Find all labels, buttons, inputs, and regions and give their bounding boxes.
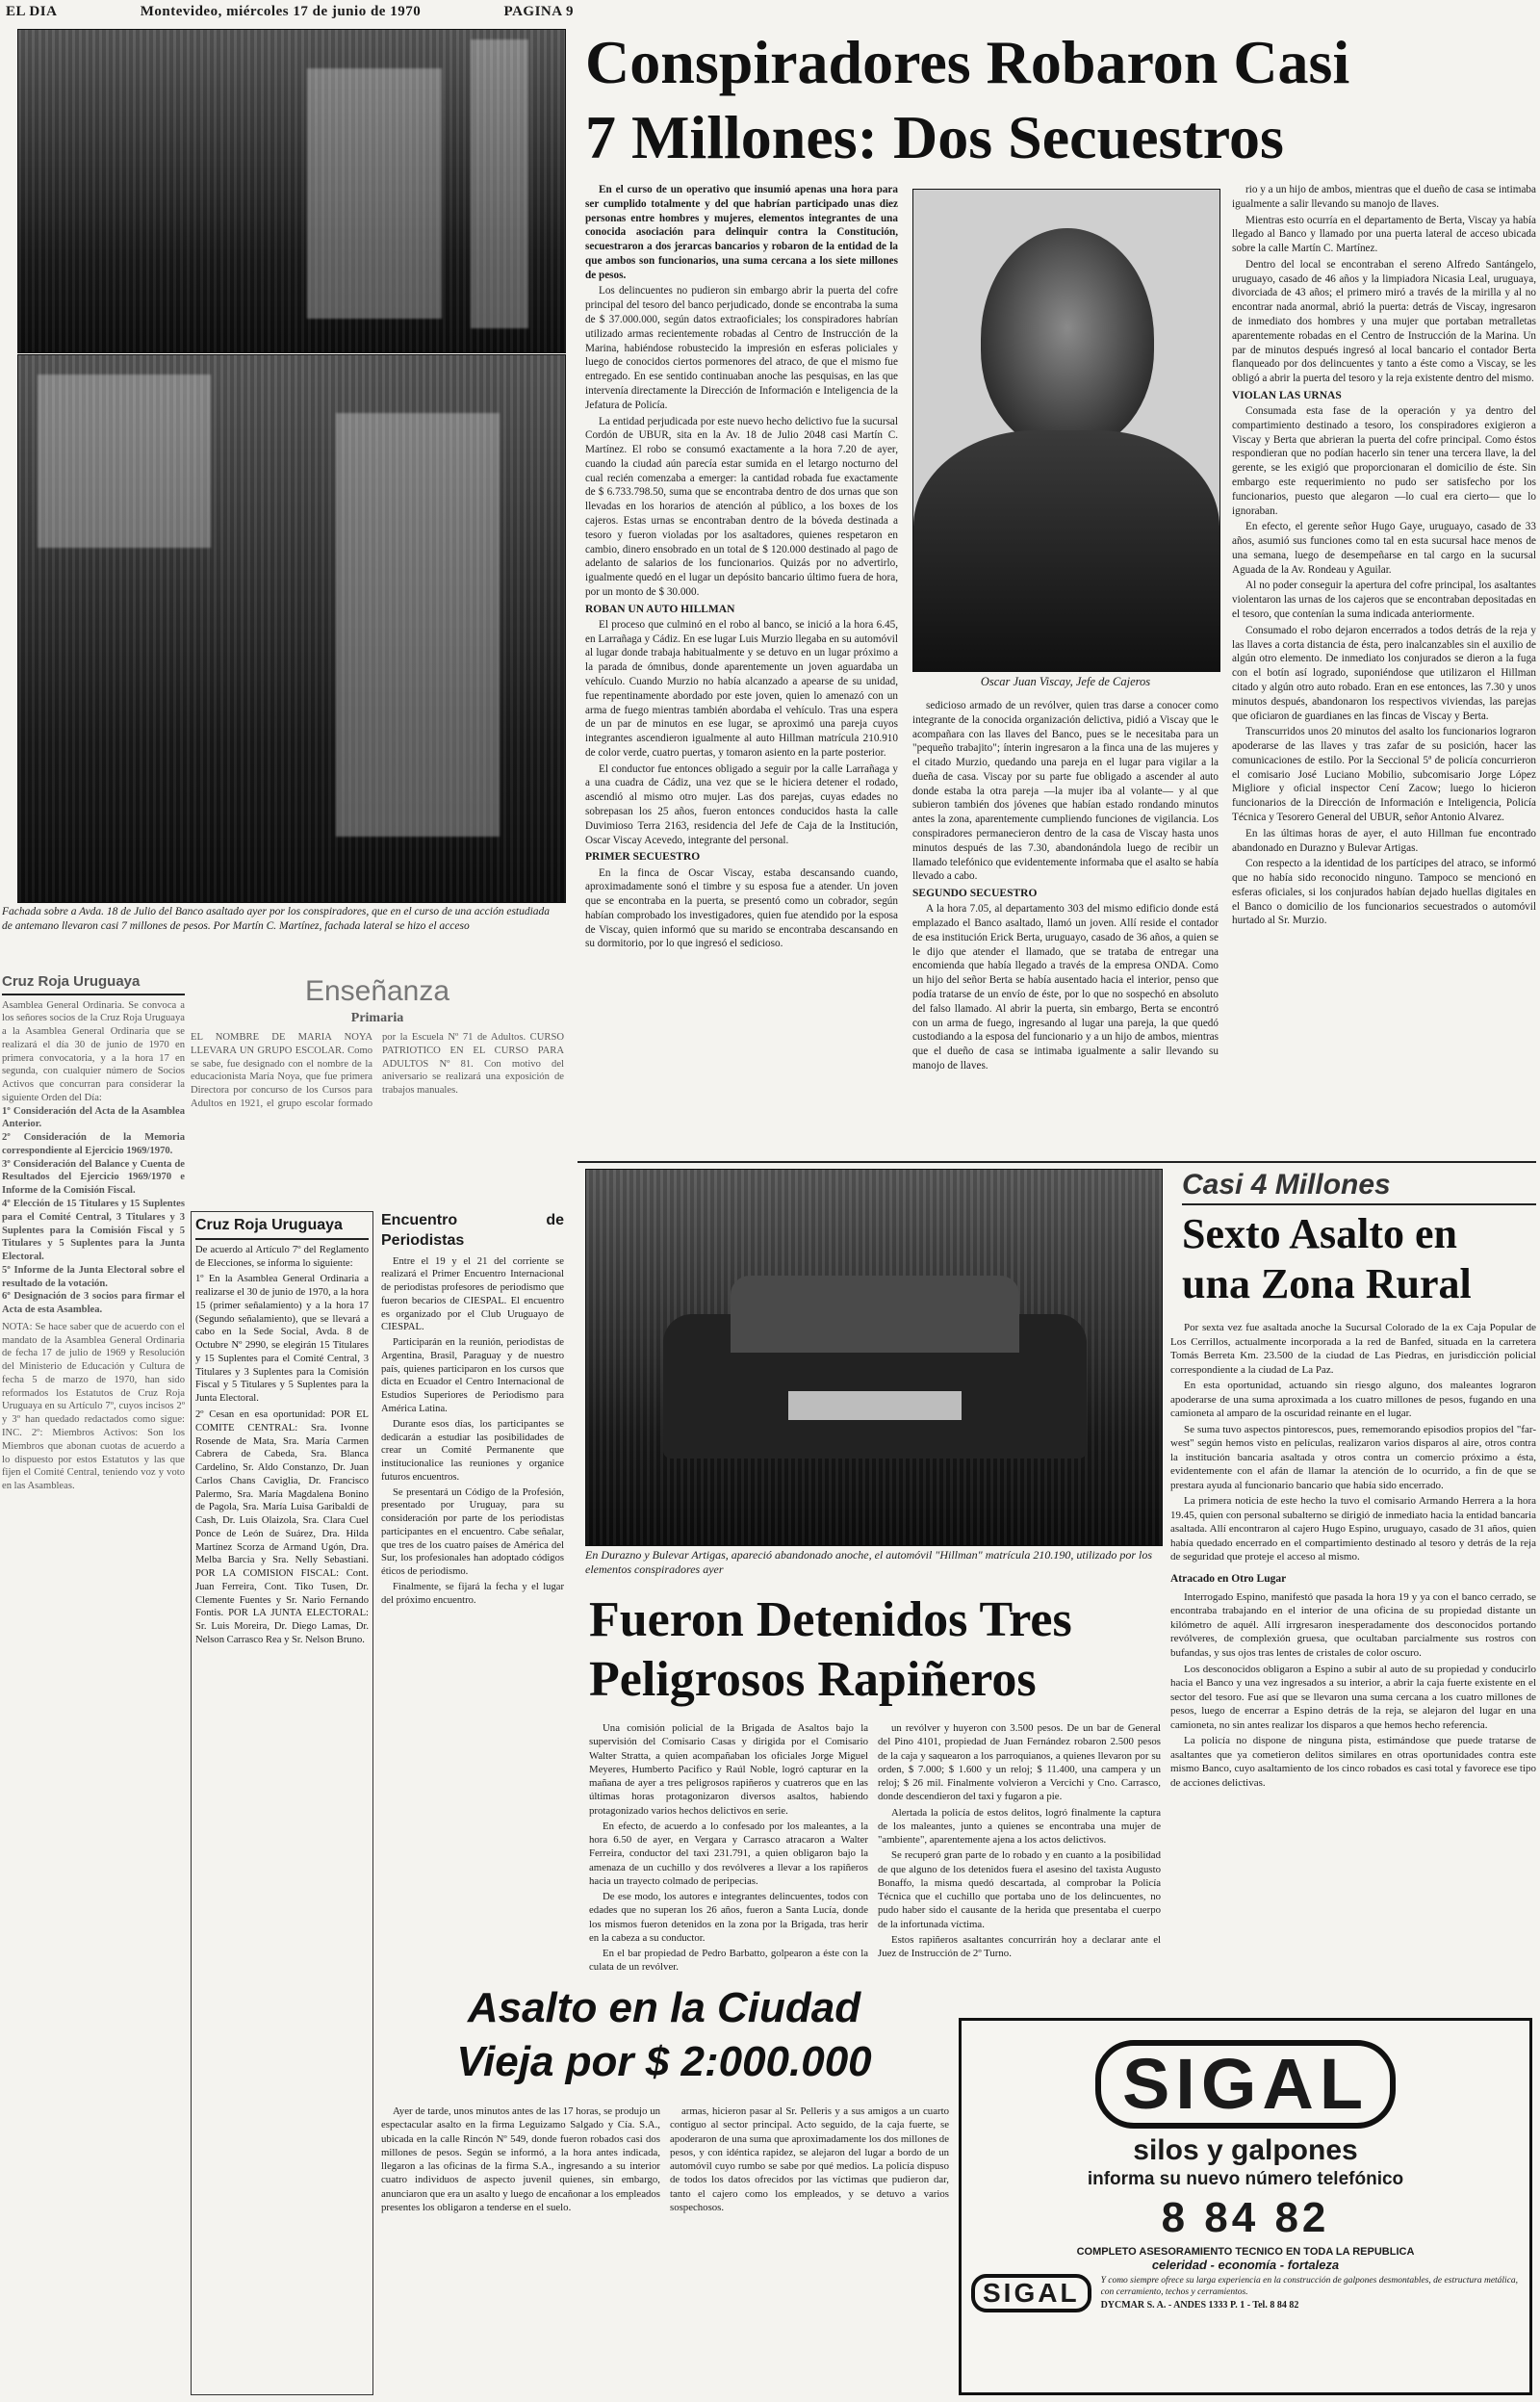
story-paragraph: En la finca de Oscar Viscay, estaba descansando cuando, aproximadamente sonó el timbre y su esposa fue a atender. Un joven que se encontraba en la puerta, se presentó como un cobrador, según habían comprobado los investigadores, quien fue atendido por la esposa de Viscay, quien informó que su marido se encontraba descansando en su dormitorio, por lo que ingresó el sedicioso. — [585, 866, 898, 950]
hillman-caption: En Durazno y Bulevar Artigas, apareció abandonado anoche, el automóvil "Hillman" matrícula 210.190, utilizado por los elementos conspiradores ayer — [585, 1548, 1153, 1577]
sexto-paragraph: La policía no dispone de ninguna pista, estimándose que puede tratarse de asaltantes que ya cometieron delitos similares en otras oportunidades contra este mismo Banco, cuyo asaltamiento de los cinco robados es casi total y favorece ese tipo de acciones delictivas. — [1170, 1735, 1536, 1789]
cruz-roja-top-text: Asamblea General Ordinaria. Se convoca a los señores socios de la Cruz Roja Uruguaya a la Asamblea General Ordinaria que se realizará el día 30 de junio de 1970 en primera convocatoria, y a la hora 17 en segunda, con cualquier número de Socios Activos que concurran para considerar la siguiente Orden del Día: — [2, 999, 185, 1103]
sigal-logo: SIGAL — [1095, 2040, 1396, 2129]
ciudad-vieja-col1: Ayer de tarde, unos minutos antes de las 17 horas, se produjo un espectacular asalto en la firma Leguizamo Salgado y Cía. S.A., ubicada en la calle Rincón Nº 549, donde fueron robados casi dos millones de pesos. Según se informó, a la hora antes indicada, llegaron a las oficinas de la firma S.A., ingresando a su interior cuatro individuos de aspecto juvenil quienes, sin embargo, anunciaron que era un asalto y luego de encañonar a los empleados presentes los obligaron a tenderse en el suelo. — [381, 2105, 660, 2213]
main-headline-line2: 7 Millones: Dos Secuestros — [585, 103, 1284, 171]
sigal-phone: 8 84 82 — [1161, 2194, 1330, 2241]
page-number: PAGINA 9 — [503, 4, 574, 19]
sexto-paragraph: Por sexta vez fue asaltada anoche la Sucursal Colorado de la ex Caja Popular de Los Cerrillos, actualmente incorporada a la red de Banfed, situada en la carretera Tomás Berreta Km. 23.500 de la ciudad de Las Piedras, en jurisdicción policial correspondiente a la ciudad de La Paz. — [1170, 1322, 1536, 1376]
rapineros-paragraph: Una comisión policial de la Brigada de Asaltos bajo la supervisión del Comisario Casas y dirigida por el Comisario Walter Stratta, a quien acompañaban los oficiales Jorge Miguel Meyeres, Humberto Pacifico y Raúl Noble, logró capturar en la mañana de ayer a tres peligrosos rapiñeros y cuatreros que en las últimas horas protagonizaron diversos asaltos, habiendo protagonizado varios hechos delictivos en serie. — [589, 1722, 868, 1817]
sigal-tag1: COMPLETO ASESORAMIENTO TECNICO EN TODA LA REPUBLICA — [1076, 2246, 1415, 2258]
sexto-paragraph: Los desconocidos obligaron a Espino a subir al auto de su propiedad y conducirlo hacia el Banco y una vez ingresados a su interior, a abrir la caja fuerte existente en el sector del tesoro. Fue así que se llevaron una suma cercana a los cuatro millones de pesos, luego de encerrar a Espino detrás de la reja, se alejaron del lugar en una camioneta, no sin antes realizar los disparos a que hemos hecho referencia. — [1170, 1663, 1536, 1731]
subhead-violan-urnas: VIOLAN LAS URNAS — [1232, 389, 1342, 401]
section-divider — [578, 1161, 1536, 1163]
sigal-small-text: Y como siempre ofrece su larga experiencia en la construcción de galpones desmontables, de estructura metálica, con cerramiento, techos y cerramientos. — [1100, 2276, 1519, 2297]
encuentro-paragraph: Se presentará un Código de la Profesión, presentado por Uruguay, para su consideración por parte de los periodistas participantes en el encuentro. Cabe señalar, que tres de los cuatro países de América del Sur, los profesionales han adoptado códigos éticos de periodismo. — [381, 1486, 564, 1578]
story-paragraph: A la hora 7.05, al departamento 303 del mismo edificio donde está emplazado el Banco asaltado, llamó un joven. Allí reside el contador de esa institución Erick Berta, uruguayo, casado de 36 años, a quien se le dijo que atender el llamado, que se trataba de entregar una encomienda que había llegado a través de la empresa ONDA. Como un hijo del señor Berta se había ausentado hacia el interior, penso que podía tratarse de un envío de éste, por lo que no sospechó en absoluto del falso llamado. Al abrir la puerta, sin embargo, Berta se encontró con un arma de fuego, ingresando al lugar una pareja, la que quedó custodiando a la esposa del funcionario y a un hijo de ambos, mientras que el dueño de casa se intimaba igualmente a salir llevando su manojo de llaves. — [912, 903, 1219, 1072]
encuentro-paragraph: Participarán en la reunión, periodistas de Argentina, Brasil, Paraguay y de nuestro país, quienes participaron en los cursos que dicta en Ecuador el Centro Internacional de Estudios Superiores de Periodismo para América Latina. — [381, 1337, 564, 1415]
sigal-line1: silos y galpones — [1133, 2134, 1358, 2166]
rapineros-col2 — [878, 1721, 1161, 1976]
rapineros-headline-line2: Peligrosos Rapiñeros — [589, 1652, 1037, 1707]
cruz-roja-box-item: 1º En la Asamblea General Ordinaria a realizarse el 30 de junio de 1970, a la hora 15 (primer señalamiento) y a la hora 17 (Segundo señalamiento), que se llevará a cabo en la Sede Social, Avda. 8 de Octubre Nº 2990, se elegirán 15 Titulares y 15 Suplentes para el Comité Central, 3 Titulares y 3 Suplentes para la Comisión Fiscal y 5 Titulares y 5 Suplentes para la Junta Electoral. — [195, 1274, 369, 1405]
dateline: Montevideo, miércoles 17 de junio de 1970 — [140, 4, 422, 19]
rapineros-paragraph: un revólver y huyeron con 3.500 pesos. De un bar de General del Pino 4101, propiedad de Juan Fernández robaron 2.500 pesos de la caja y saquearon a los parroquianos, a quienes llevaron por su orden, $ 7.000; $ 1.600 y un reloj; $ 11.400, una campera y un reloj; $ 26 mil. Finalmente volvieron a Vercichi y Cno. Carrasco, donde descendieron del taxi y fugaron a pie. — [878, 1722, 1161, 1803]
rapineros-paragraph: En el bar propiedad de Pedro Barbatto, golpearon a éste con la culata de un revólver. — [589, 1948, 868, 1974]
cruz-roja-box-item: 2º Cesan en esa oportunidad: POR EL COMITE CENTRAL: Sra. Ivonne Rosende de Mata, Sra. María Carmen Cabrera de Cabeda, Sra. Blanca Cardelino, Sr. Aldo Constanzo, Dr. Juan Carlos Chans Caviglia, Dr. Francisco Palermo, Sra. María Magdalena Bonino de Pagola, Sra. María Luisa Garibaldi de Cash, Dr. Luis Olaizola, Sra. Clara Cuel Ponce de León de Suárez, Dra. Hilda Martínez Scorza de Armand Ugón, Dra. Melba Barcia y Sra. Nelly Sebastiani. POR LA COMISION FISCAL: Cont. Juan Ferreira, Cont. Tiko Tusen, Dr. Clemente Fuentes y Sr. Nario Fernando Fontis. POR LA JUNTA ELECTORAL: Sr. Luis Moreira, Dr. Diego Lamas, Dr. Nelson Carrasco Rea y Sr. Nelson Bruno. — [195, 1408, 369, 1645]
sigal-footer — [962, 2272, 1529, 2314]
ensenanza-subheader: Primaria — [350, 1011, 404, 1025]
sigal-advertisement — [959, 2018, 1532, 2395]
rapineros-col1 — [589, 1721, 868, 1976]
encuentro-paragraph: Durante esos días, los participantes se dedicarán a estudiar las posibilidades de crear un Comité Permanente que institucionalice las reuniones y organice futuros encuentros. — [381, 1418, 564, 1483]
story-paragraph: Consumado el robo dejaron encerrados a todos detrás de la reja y las llaves a corta distancia de ésta, pero inalcanzables sin el auxilio de algún otro elemento. De inmediato los conjurados se dieron a la fuga con el botín así logrado, suponiéndose que utilizaron el Hillman citado y algún otro auto robado. Eran en ese entonces, las 7.30 y unos minutos después, abandonaron los respectivos viviendas, las parejas que oficiaron de guardianes en las fincas de Viscay y Berta. — [1232, 624, 1536, 722]
ciudad-vieja-line1: Asalto en la Ciudad — [467, 1984, 861, 2031]
story-paragraph: La entidad perjudicada por este nuevo hecho delictivo fue la sucursal Cordón de UBUR, sita en la Av. 18 de Julio 2048 casi Martín C. Martínez. El robo se consumó exactamente a la hora 7.20 de ayer, cuando la ciudad aún parecía estar sumida en el letargo nocturno del cual recién comenzaba a emerger: la cantidad robada fue exactamente de $ 6.733.798.50, suma que se encontraba dentro de dos urnas que son llevadas en los horarios de atención al público, a los boxes de los cajeros. Estas urnas se encontraban dentro de la bóveda destinada a tesoro y fueron violadas por los asaltadores, quienes respetaron en cambio, dinero ensobrado en un total de $ 120.000 destinado al pago de adelanto de salarios de los funcionarios. Quizás por no advertirlo, igualmente quedó en el lugar un depósito bancario último fuera de hora, por un monto de $ 30.000. — [585, 415, 898, 598]
cruz-roja-notice-left — [2, 972, 185, 2397]
sigal-address: DYCMAR S. A. - ANDES 1333 P. 1 - Tel. 8 84 82 — [1100, 2299, 1299, 2311]
sigal-line2: informa su nuevo número telefónico — [1087, 2169, 1404, 2189]
sigal-logo-small: SIGAL — [971, 2274, 1091, 2312]
encuentro-paragraph: Entre el 19 y el 21 del corriente se realizará el Primer Encuentro Internacional de periodistas profesores de periodismo que fueron becarios de CIESPAL. El encuentro es organizado por el Club Uruguayo de CIESPAL. — [381, 1255, 564, 1333]
story-paragraph: Consumada esta fase de la operación y ya dentro del compartimiento destinado a tesoro, los conspiradores exigieron a Viscay y Berta que abrieran la puerta del cofre principal. Como éstos respondieran que no podían hacerlo sin tener una tercera llave, la del gerente, se les exigió que proporcionaran el domicilio de éste. Sin embargo este requerimiento no pudo ser satisfecho por los funcionarios, puesto que alegaron —lo cual era cierto— que lo ignoraban. — [1232, 405, 1536, 517]
paper-name: EL DIA — [6, 4, 58, 19]
sigal-tag2: celeridad - economía - fortaleza — [1151, 2258, 1340, 2272]
rapineros-headline — [589, 1590, 1161, 1716]
sexto-paragraph: En esta oportunidad, actuando sin riesgo alguno, dos maleantes lograron apoderarse de una suma aproximada a los cuatro millones de pesos, fugando en una camioneta al amparo de la oscuridad reinante en el lugar. — [1170, 1380, 1536, 1420]
encuentro-paragraph: Finalmente, se fijará la fecha y el lugar del próximo encuentro. — [381, 1581, 564, 1606]
story-paragraph: En las últimas horas de ayer, el auto Hillman fue encontrado abandonado en Durazno y Bulevar Artigas. — [1232, 827, 1536, 854]
rapineros-paragraph: De ese modo, los autores e integrantes delincuentes, todos con edades que no superan los 26 años, fueron a Santa Lucía, donde los mismos fueron detenidos en la zona por la Brigada, tras herir en la cabeza a su conductor. — [589, 1891, 868, 1944]
rapineros-headline-line1: Fueron Detenidos Tres — [589, 1592, 1072, 1647]
facade-photo-caption: Fachada sobre a Avda. 18 de Julio del Banco asaltado ayer por los conspiradores, que en el curso de una acción estudiada de antemano llevaron casi 7 millones de pesos. Por Martín C. Martínez, fachada lateral se hizo el acceso — [2, 906, 551, 932]
portrait-caption: Oscar Juan Viscay, Jefe de Cajeros — [980, 675, 1151, 688]
ciudad-vieja-line2: Vieja por $ 2:000.000 — [456, 2038, 872, 2085]
story-paragraph: Los delincuentes no pudieron sin embargo abrir la puerta del cofre principal del tesoro del banco perjudicado, donde se encontraba la suma de $ 37.000.000, según datos extraoficiales; los conspiradores habrían utilizado armas recientemente robadas al Centro de Instrucción de la Marina, habiéndose robustecido la impresión en esferas policiales y luego de conocidos ciertos pormenores del atraco, de que el mismo fue entregado. En ese sentido continuaban anoche las pesquisas, en las que intervenía directamente la Dirección de Información e Inteligencia de la Jefatura de Policía. — [585, 285, 898, 411]
story-paragraph: sedicioso armado de un revólver, quien tras darse a conocer como integrante de la conocida organización delictiva, pidió a Viscay que le acompañara con las llaves del Banco, pues se le necesitaba para un "pequeño trabajito"; ínterin ingresaron a la finca una de las mujeres y el citado Murzio, quedando una pareja en el lugar para vigilar a la dueña de casa. Viscay por su parte fue obligado a ascender al auto donde estaba la otra pareja —la mujer iba al volante— y al que subieron también dos jóvenes que habían estado rondando minutos antes la zona, aparentemente cumpliendo funciones de vigilancia. Los conspiradores permanecieron dentro de la casa de Viscay hasta unos minutos después de las 7.30, abandonándola luego de recibir un llamado telefónico que evidentemente informaba que el asalto se había llevado a cabo. — [912, 700, 1219, 883]
cruz-roja-elecciones-box — [191, 1211, 373, 2395]
cruz-roja-nota: NOTA: Se hace saber que de acuerdo con el mandato de la Asamblea General Ordinaria de fecha 17 de julio de 1969 y Resolución del Ministerio de Educación y Cultura de fecha 5 de marzo de 1970, han sido reformados los Estatutos de Cruz Roja Uruguaya en su Artículo 7º, cuyos incisos 2º y 3º han quedado redactados como sigue: INC. 2º: Miembros Activos: Son los Miembros que abonan cuotas de acuerdo a lo dispuesto por estos Estatutos y las que fijen el Comité Central, teniendo voz y voto en las Asambleas. — [2, 1321, 185, 1492]
hillman-car-photo — [585, 1169, 1163, 1546]
cruz-roja-item: 3º Consideración del Balance y Cuenta de Resultados del Ejercicio 1969/1970 e Informe de la Comisión Fiscal. — [2, 1158, 185, 1197]
bank-facade-photo-bottom — [17, 354, 566, 903]
story-paragraph: rio y a un hijo de ambos, mientras que el dueño de casa se intimaba igualmente a salir llevando su manojo de llaves. — [1232, 184, 1536, 210]
cruz-roja-item: 1º Consideración del Acta de la Asamblea Anterior. — [2, 1105, 185, 1130]
encuentro-header: Encuentro de Periodistas — [381, 1212, 564, 1249]
story-paragraph: Dentro del local se encontraban el sereno Alfredo Santángelo, uruguayo, casado de 46 años y la limpiadora Nicasia Leal, uruguaya, divorciada de 43 años; el primero miró a través de la mirilla y al no encontrar nada anormal, abrió la puerta: detrás de Viscay, ingresaron de inmediato dos hombres y una mujer que portaban metralletas aparentemente robadas en el Centro de Instrucción de la Marina. Un par de minutos después ingresó al local bancario el contador Berta flanqueado por dos delincuentes y tanto a éste como a Viscay, se les obligó a abrir la puerta del tesoro y la reja existente dentro del mismo. — [1232, 258, 1536, 385]
cruz-roja-item: 2º Consideración de la Memoria correspondiente al Ejercicio 1969/1970. — [2, 1132, 185, 1156]
cruz-roja-item: 6º Designación de 3 socios para firmar el Acta de esta Asamblea. — [2, 1291, 185, 1316]
cruz-roja-top-header: Cruz Roja Uruguaya — [2, 972, 185, 995]
main-headline-line1: Conspiradores Robaron Casi — [585, 28, 1350, 96]
story-paragraph: En el curso de un operativo que insumió apenas una hora para ser cumplido totalmente y del que habrían participado unas diez personas entre hombres y mujeres, elementos integrantes de una conocida asociación para delinquir contra la Constitución, secuestraron a dos jerarcas bancarios y robaron de la entidad de la que ambos son funcionarios, una suma cercana a los siete millones de pesos. — [585, 184, 898, 281]
sexto-paragraph: La primera noticia de este hecho la tuvo el comisario Armando Herrera a la hora 19.45, quien con personal subalterno se dirigió de inmediato hacia la entidad bancaria asaltada. Allí encontraron al cajero Hugo Espino, uruguayo, casado de 31 años, quien había quedado encerrado en el compartimiento destinado al tesoro y detrás de la reja de seguridad que proteje el acceso al mismo. — [1170, 1495, 1536, 1563]
cruz-roja-box-header: Cruz Roja Uruguaya — [195, 1216, 369, 1240]
story-paragraph: Transcurridos unos 20 minutos del asalto los funcionarios lograron apoderarse de las llaves y tras zafar de su posición, hacer las comunicaciones de estilo. Por la Seccional 5ª de policía concurrieron el comisario José Luciano Mobilio, subcomisario Jorge López Migliore y oficial inspector Cení Zacow; luego lo hicieron funcionarios de la Dirección de Información e Inteligencia, Policía Técnica y Tesorero General del UBUR, señor Antonio Alvarez. — [1232, 726, 1536, 823]
story-paragraph: El proceso que culminó en el robo al banco, se inició a la hora 6.45, en Larrañaga y Cádiz. En ese lugar Luis Murzio llegaba en su automóvil al lugar donde trabaja habitualmente y se detuvo en un lugar próximo a la parada de ómnibus, donde aparentemente un joven aguardaba un vehículo. Cuando Murzio no había alcanzado a apearse de su unidad, fue repentinamente abordado por este joven, quien lo amenazó con un arma de fuego mientras también abordaba el vehículo. Tras una espera de un par de minutos en ese lugar, se aproximó una pareja cuyos integrantes ascendieron igualmente al auto Hillman matrícula 210.910 de color verde, cuatro puertas, y tomaron asiento en la parte posterior. — [585, 618, 898, 759]
ensenanza-section — [191, 972, 564, 1203]
ensenanza-text: EL NOMBRE DE MARIA NOYA LLEVARA UN GRUPO ESCOLAR. Como se sabe, fue designado con el nombre de la educacionista María Noya, que fue primera Directora por concurso de los Cursos para Adultos en 1921, el grupo escolar formado por la Escuela Nº 71 de Adultos. CURSO PATRIOTICO EN EL CURSO PARA ADULTOS Nº 81. Con motivo del aniversario se realizará una exposición de trabajos manuales. — [191, 1032, 564, 1110]
main-story-col2 — [912, 699, 1219, 1155]
story-paragraph: Con respecto a la identidad de los partícipes del atraco, se informó que no había sido reconocido ninguno. Tampoco se mencionó en esferas oficiales, si los conjurados habían dejado huellas digitales en el Banco o domicilio de los funcionarios secuestrados o automóvil hurtado al Sr. Murzio. — [1232, 858, 1536, 927]
subhead-roban-auto: ROBAN UN AUTO HILLMAN — [585, 603, 735, 615]
subhead-atracado: Atracado en Otro Lugar — [1170, 1572, 1287, 1585]
ciudad-vieja-col2: armas, hicieron pasar al Sr. Pelleris y a sus amigos a un cuarto contiguo al sector principal. Acto seguido, de la caja fuerte, se apoderaron de una suma que aproximadamente los dos millones de pesos, y con idéntica rapidez, se alejaron del lugar a bordo de un automóvil cuyo rumbo se sabe por qué medios. La policía dispuso de todos los datos ofrecidos por las víctimas que pudieron dar, tanto el cajero como los empleados, y se detuvo a varios sospechosos. — [670, 2105, 949, 2213]
cruz-roja-item: 4º Elección de 15 Titulares y 15 Suplentes para el Comité Central, 3 Titulares y 3 Suplentes para la Comisión Fiscal y 5 Titulares y 5 Suplentes para la Junta Electoral. — [2, 1198, 185, 1263]
sexto-paragraph: Interrogado Espino, manifestó que pasada la hora 19 y ya con el banco cerrado, se encontraba trabajando en el interior de una oficina de su propiedad distante un kilómetro de aquél. Allí irrgresaron inesperadamente dos desconocidos portando revólveres, de complexión gruesa, que ocultaban parcialmente sus rostros con bufandas, y sus ojos tras lentes de cristales de color oscuro. — [1170, 1590, 1536, 1659]
rapineros-paragraph: Estos rapiñeros asaltantes concurrirán hoy a declarar ante el Juez de Instrucción de 2º Turno. — [878, 1933, 1161, 1959]
sexto-asalto-headline — [1182, 1209, 1536, 1315]
main-headline — [585, 25, 1538, 181]
main-story-col3 — [1232, 183, 1536, 1155]
ciudad-vieja-headline — [385, 1981, 943, 2097]
main-story-col1 — [585, 183, 898, 1155]
story-paragraph: Mientras esto ocurría en el departamento de Berta, Viscay ya había llegado al Banco y llamado por una puerta lateral de acceso ubicada sobre la calle Martín C. Martínez. — [1232, 214, 1536, 255]
rapineros-paragraph: Alertada la policía de estos delitos, logró finalmente la captura de los maleantes, junto a quienes se encontraba una mujer de "ambiente", aparentemente ajena a los actos delictivos. — [878, 1806, 1161, 1846]
subhead-primer-secuestro: PRIMER SECUESTRO — [585, 851, 701, 864]
masthead — [6, 4, 574, 25]
rapineros-paragraph: Se recuperó gran parte de lo robado y en cuanto a la posibilidad de que alguno de los detenidos fuera el asesino del taxista Augusto Bonaffo, la misma quedó descartada, al comprobar la Policía Técnica que el cuchillo que portaba uno de los delincuentes, no pudo haber sido el causante de la herida que presentaba el cuerpo de la infortunada víctima. — [878, 1849, 1161, 1930]
sexto-asalto-kicker: Casi 4 Millones — [1182, 1169, 1536, 1205]
bank-facade-photo-top — [17, 29, 566, 353]
viscay-portrait — [912, 189, 1220, 672]
sexto-headline-line1: Sexto Asalto en — [1182, 1210, 1457, 1257]
ensenanza-header: Enseñanza — [304, 975, 450, 1007]
story-paragraph: El conductor fue entonces obligado a seguir por la calle Larrañaga y a una cuadra de Cádiz, una vez que se le hiciera detener el rodado, ascendió al mismo otro mujer. Las dos parejas, cuyas edades no sobrepasan los 25 años, fueron entonces conducidos hasta la calle Duvimioso Terra 2163, residencia del Jefe de Caja de la Institución, Oscar Viscay Acevedo, integrante del personal. — [585, 762, 898, 846]
cruz-roja-box-intro: De acuerdo al Artículo 7º del Reglamento de Elecciones, se informa lo siguiente: — [195, 1244, 369, 1269]
sexto-headline-line2: una Zona Rural — [1182, 1260, 1472, 1307]
subhead-segundo-secuestro: SEGUNDO SECUESTRO — [912, 888, 1038, 900]
rapineros-paragraph: En efecto, de acuerdo a lo confesado por los maleantes, a la hora 6.50 de ayer, en Vergara y Carrasco atracaron a Walter Ferreira, conductor del taxi 231.791, a quien obligaron bajo la amenaza de un cuchillo y dos revólveres a llevar a los rapiñeros hacia un trayecto colmado de peripecias. — [589, 1820, 868, 1887]
story-paragraph: En efecto, el gerente señor Hugo Gaye, uruguayo, casado de 33 años, asumió sus funciones como tal en esta sucursal hace menos de una semana, luego de desempeñarse en tal cargo en la sucursal Aguada de la Av. Rondeau y Aguilar. — [1232, 521, 1536, 576]
story-paragraph: Al no poder conseguir la apertura del cofre principal, los asaltantes violentaron las urnas de los cajeros que se encontraban depositadas en el tesoro, que contenían la suma indicada anteriormente. — [1232, 580, 1536, 621]
cruz-roja-item: 5º Informe de la Junta Electoral sobre el resultado de la votación. — [2, 1264, 185, 1289]
sexto-asalto-body — [1170, 1321, 1536, 1962]
encuentro-periodistas — [381, 1211, 564, 1692]
sexto-paragraph: Se suma tuvo aspectos pintorescos, pues, rememorando episodios propios del "far-west" según hemos visto en películas, realizaron varios disparos al aire, otros contra la institución bancaria asaltada y otros contra un comercio próximo a ésta, evidentemente con el afán de llamar la atención de lo ocurrido, a fin de que se prestara ayuda al funcionario bancario que había sido encerrado. — [1170, 1423, 1536, 1491]
